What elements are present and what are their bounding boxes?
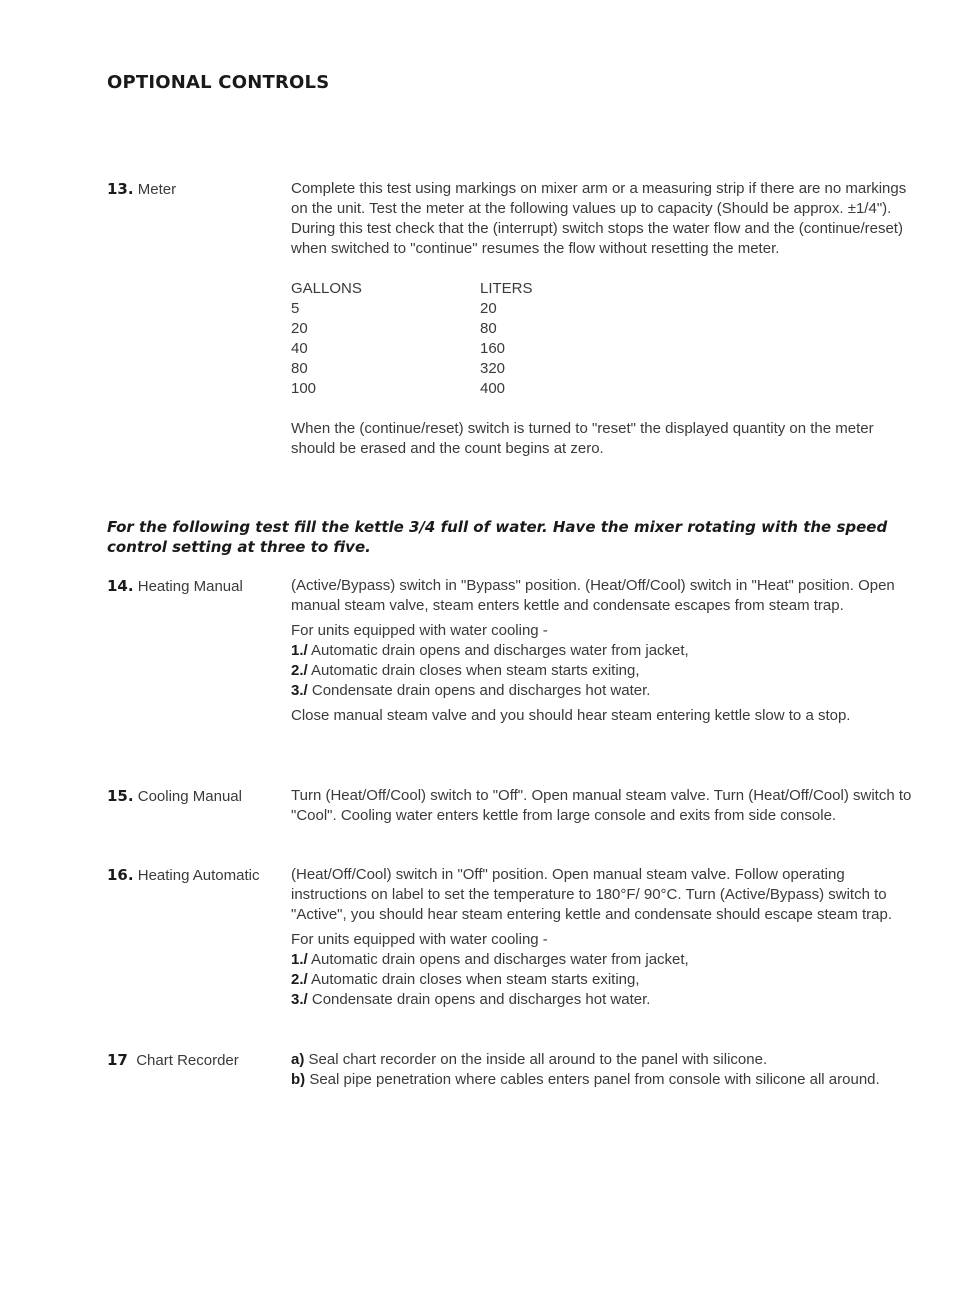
section-name: Chart Recorder xyxy=(136,1052,239,1069)
step-number: 1./ xyxy=(291,642,308,659)
section-body xyxy=(291,179,913,459)
column-header-liters: LITERS xyxy=(480,280,533,297)
gallons-cell: 80 xyxy=(291,360,308,377)
step-number: 3./ xyxy=(291,682,308,699)
step-number: 2./ xyxy=(291,971,308,988)
paragraph: For units equipped with water cooling - xyxy=(291,622,548,639)
page-title: OPTIONAL CONTROLS xyxy=(107,72,330,93)
liters-cell: 320 xyxy=(480,360,506,377)
section-label xyxy=(107,179,176,200)
gallons-cell: 20 xyxy=(291,320,308,337)
list-item xyxy=(291,970,913,990)
section-name: Cooling Manual xyxy=(137,788,242,805)
item-letter: a) xyxy=(291,1051,305,1068)
paragraph: Close manual steam valve and you should hear steam entering kettle slow to a stop. xyxy=(291,707,851,724)
section-label xyxy=(107,865,260,886)
step-number: 3./ xyxy=(291,991,308,1008)
test-instruction-note: For the following test fill the kettle 3/4 full of water. Have the mixer rotating with the speed control setting at three to five. xyxy=(107,518,888,556)
section-body xyxy=(291,786,913,826)
section-name: Meter xyxy=(137,181,177,198)
step-number: 2./ xyxy=(291,662,308,679)
paragraph: (Heat/Off/Cool) switch in "Off" position. Open manual steam valve. Follow operating instructions on label to set the temperature to 180°F/ 90°C. Turn (Active/Bypass) switch to "Active", you should hear steam entering kettle and condensate should escape steam trap. xyxy=(291,866,893,923)
liters-cell: 80 xyxy=(480,320,497,337)
list-item xyxy=(291,1050,913,1070)
list-item xyxy=(291,681,913,701)
section-number: 14. xyxy=(107,577,134,595)
gallons-cell: 40 xyxy=(291,340,308,357)
section-number: 13. xyxy=(107,180,134,198)
section-number: 16. xyxy=(107,866,134,884)
section-label xyxy=(107,1050,239,1071)
list-item xyxy=(291,990,913,1010)
meter-intro: Complete this test using markings on mixer arm or a measuring strip if there are no markings on the unit. Test the meter at the following values up to capacity (Should be approx. ±1/4"). During this test check that the (interrupt) switch stops the water flow and the (continue/reset) when switched to "continue" resumes the flow without resetting the meter. xyxy=(291,180,907,257)
table-row xyxy=(291,359,533,379)
table-row xyxy=(291,299,533,319)
list-item xyxy=(291,1070,913,1090)
item-letter: b) xyxy=(291,1071,306,1088)
list-item xyxy=(291,641,913,661)
section-name: Heating Automatic xyxy=(137,867,260,884)
section-number: 17 xyxy=(107,1051,128,1069)
list-item xyxy=(291,950,913,970)
column-header-gallons: GALLONS xyxy=(291,280,362,297)
step-text: Automatic drain closes when steam starts exiting, xyxy=(307,662,640,679)
liters-cell: 400 xyxy=(480,380,506,397)
section-label xyxy=(107,786,242,807)
paragraph: For units equipped with water cooling - xyxy=(291,931,548,948)
meter-table xyxy=(291,279,533,399)
item-text: Seal chart recorder on the inside all around to the panel with silicone. xyxy=(304,1051,768,1068)
paragraph: (Active/Bypass) switch in "Bypass" position. (Heat/Off/Cool) switch in "Heat" position. Open manual steam valve, steam enters kettle and condensate escapes from steam trap. xyxy=(291,577,895,614)
list-item xyxy=(291,661,913,681)
gallons-cell: 5 xyxy=(291,300,300,317)
step-text: Condensate drain opens and discharges hot water. xyxy=(307,682,651,699)
section-name: Heating Manual xyxy=(137,578,243,595)
section-body xyxy=(291,576,913,726)
step-number: 1./ xyxy=(291,951,308,968)
table-row xyxy=(291,319,533,339)
liters-cell: 20 xyxy=(480,300,497,317)
item-text: Seal pipe penetration where cables enters panel from console with silicone all around. xyxy=(305,1071,880,1088)
section-number: 15. xyxy=(107,787,134,805)
step-text: Automatic drain opens and discharges water from jacket, xyxy=(307,642,689,659)
table-row xyxy=(291,379,533,399)
section-body xyxy=(291,865,913,1010)
gallons-cell: 100 xyxy=(291,380,317,397)
section-body xyxy=(291,1050,913,1090)
meter-outro: When the (continue/reset) switch is turned to "reset" the displayed quantity on the meter should be erased and the count begins at zero. xyxy=(291,420,874,457)
paragraph: Turn (Heat/Off/Cool) switch to "Off". Open manual steam valve. Turn (Heat/Off/Cool) switch to "Cool". Cooling water enters kettle from large console and exits from side console. xyxy=(291,787,912,824)
liters-cell: 160 xyxy=(480,340,506,357)
table-header-row xyxy=(291,279,533,299)
step-text: Automatic drain opens and discharges water from jacket, xyxy=(307,951,689,968)
step-text: Automatic drain closes when steam starts exiting, xyxy=(307,971,640,988)
section-label xyxy=(107,576,243,597)
table-row xyxy=(291,339,533,359)
step-text: Condensate drain opens and discharges hot water. xyxy=(307,991,651,1008)
